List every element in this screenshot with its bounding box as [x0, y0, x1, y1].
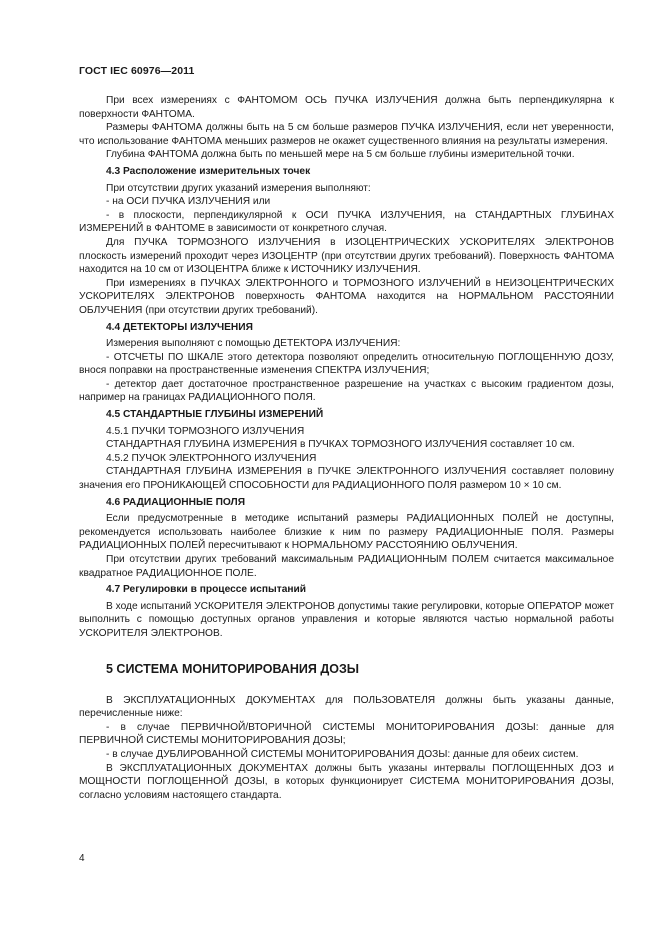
- section-heading-4-6: 4.6 РАДИАЦИОННЫЕ ПОЛЯ: [106, 496, 246, 508]
- paragraph: В ходе испытаний УСКОРИТЕЛЯ ЭЛЕКТРОНОВ допустимы такие регулировки, которые ОПЕРАТОР может выполнить с помощью доступных органов управления и которые являются частью нормальной работы УСКОРИТЕЛЯ ЭЛЕКТРОНОВ.: [79, 600, 614, 639]
- section-heading-4-5: 4.5 СТАНДАРТНЫЕ ГЛУБИНЫ ИЗМЕРЕНИЙ: [106, 409, 324, 421]
- list-item: - в плоскости, перпендикулярной к ОСИ ПУЧКА ИЗЛУЧЕНИЯ, на СТАНДАРТНЫХ ГЛУБИНАХ ИЗМЕРЕНИЙ в ФАНТОМЕ в зависимости от конкретного случая.: [79, 209, 614, 235]
- page-number: 4: [79, 853, 85, 864]
- paragraph: Глубина ФАНТОМА должна быть по меньшей мере на 5 см больше глубины измерительной точки.: [106, 149, 575, 161]
- section-heading-4-7: 4.7 Регулировки в процессе испытаний: [106, 584, 307, 596]
- list-item: - в случае ПЕРВИЧНОЙ/ВТОРИЧНОЙ СИСТЕМЫ МОНИТОРИРОВАНИЯ ДОЗЫ: данные для ПЕРВИЧНОЙ СИСТЕМЫ МОНИТОРИРОВАНИЯ ДОЗЫ;: [79, 721, 614, 747]
- list-item: - в случае ДУБЛИРОВАННОЙ СИСТЕМЫ МОНИТОРИРОВАНИЯ ДОЗЫ: данные для обеих систем.: [106, 748, 579, 760]
- section-heading-4-4: 4.4 ДЕТЕКТОРЫ ИЗЛУЧЕНИЯ: [106, 321, 253, 333]
- paragraph: При всех измерениях с ФАНТОМОМ ОСЬ ПУЧКА ИЗЛУЧЕНИЯ должна быть перпендикулярна к поверхности ФАНТОМА.: [79, 95, 614, 120]
- paragraph: Для ПУЧКА ТОРМОЗНОГО ИЗЛУЧЕНИЯ в ИЗОЦЕНТРИЧЕСКИХ УСКОРИТЕЛЯХ ЭЛЕКТРОНОВ плоскость измерений проходит через ИЗОЦЕНТР (при отсутствии других требований). Поверхность ФАНТОМА находится на 10 см от ИЗОЦЕНТРА ближе к ИСТОЧНИКУ ИЗЛУЧЕНИЯ.: [79, 236, 614, 276]
- section-heading-4-3: 4.3 Расположение измерительных точек: [106, 165, 311, 177]
- paragraph: В ЭКСПЛУАТАЦИОННЫХ ДОКУМЕНТАХ должны быть указаны интервалы ПОГЛОЩЕННЫХ ДОЗ и МОЩНОСТИ ПОГЛОЩЕННОЙ ДОЗЫ, в которых функционирует СИСТЕМА МОНИТОРИРОВАНИЯ ДОЗЫ, согласно условиям настоящего стандарта.: [79, 762, 614, 801]
- paragraph: Размеры ФАНТОМА должны быть на 5 см больше размеров ПУЧКА ИЗЛУЧЕНИЯ, если нет уверенности, что использование ФАНТОМА меньших размеров не окажет существенного влияния на результаты измерения.: [79, 122, 614, 147]
- paragraph: При отсутствии других требований максимальным РАДИАЦИОННЫМ ПОЛЕМ считается максимальное квадратное РАДИАЦИОННОЕ ПОЛЕ.: [79, 554, 614, 579]
- paragraph: СТАНДАРТНАЯ ГЛУБИНА ИЗМЕРЕНИЯ в ПУЧКАХ ТОРМОЗНОГО ИЗЛУЧЕНИЯ составляет 10 см.: [106, 439, 575, 451]
- document-header: ГОСТ IEC 60976—2011: [79, 65, 195, 77]
- paragraph: При измерениях в ПУЧКАХ ЭЛЕКТРОННОГО и ТОРМОЗНОГО ИЗЛУЧЕНИЙ в НЕИЗОЦЕНТРИЧЕСКИХ УСКОРИТЕЛЯХ ЭЛЕКТРОНОВ поверхность ФАНТОМА находится на НОРМАЛЬНОМ РАССТОЯНИИ ОБЛУЧЕНИЯ (при отсутствии других требований).: [79, 277, 614, 316]
- list-item: - ОТСЧЕТЫ ПО ШКАЛЕ этого детектора позволяют определить относительную ПОГЛОЩЕННУЮ ДОЗУ, внося поправки на пространственные изменения СПЕКТРА ИЗЛУЧЕНИЯ;: [79, 351, 614, 377]
- paragraph: При отсутствии других указаний измерения выполняют:: [106, 182, 371, 194]
- section-heading-5: 5 СИСТЕМА МОНИТОРИРОВАНИЯ ДОЗЫ: [106, 661, 360, 676]
- paragraph: Измерения выполняют с помощью ДЕТЕКТОРА ИЗЛУЧЕНИЯ:: [106, 338, 401, 350]
- list-item: - на ОСИ ПУЧКА ИЗЛУЧЕНИЯ или: [106, 196, 271, 208]
- paragraph: СТАНДАРТНАЯ ГЛУБИНА ИЗМЕРЕНИЯ в ПУЧКЕ ЭЛЕКТРОННОГО ИЗЛУЧЕНИЯ составляет половину значения его ПРОНИКАЮЩЕЙ СПОСОБНОСТИ для РАДИАЦИОННОГО ПОЛЯ размером 10 × 10 см.: [79, 466, 614, 492]
- paragraph: В ЭКСПЛУАТАЦИОННЫХ ДОКУМЕНТАХ для ПОЛЬЗОВАТЕЛЯ должны быть указаны данные, перечисленные ниже:: [79, 694, 614, 720]
- paragraph: Если предусмотренные в методике испытаний размеры РАДИАЦИОННЫХ ПОЛЕЙ не доступны, рекомендуется использовать наиболее близкие к ним по размеру РАДИАЦИОННЫЕ ПОЛЯ. Размеры РАДИАЦИОННЫХ ПОЛЕЙ пересчитывают к НОРМАЛЬНОМУ РАССТОЯНИЮ ОБЛУЧЕНИЯ.: [79, 513, 614, 552]
- page-body: [79, 94, 614, 802]
- list-item: - детектор дает достаточное пространственное разрешение на участках с высоким градиентом дозы, например на границах РАДИАЦИОННОГО ПОЛЯ.: [79, 378, 614, 404]
- subsection-heading-4-5-1: 4.5.1 ПУЧКИ ТОРМОЗНОГО ИЗЛУЧЕНИЯ: [106, 425, 305, 437]
- subsection-heading-4-5-2: 4.5.2 ПУЧОК ЭЛЕКТРОННОГО ИЗЛУЧЕНИЯ: [106, 452, 317, 464]
